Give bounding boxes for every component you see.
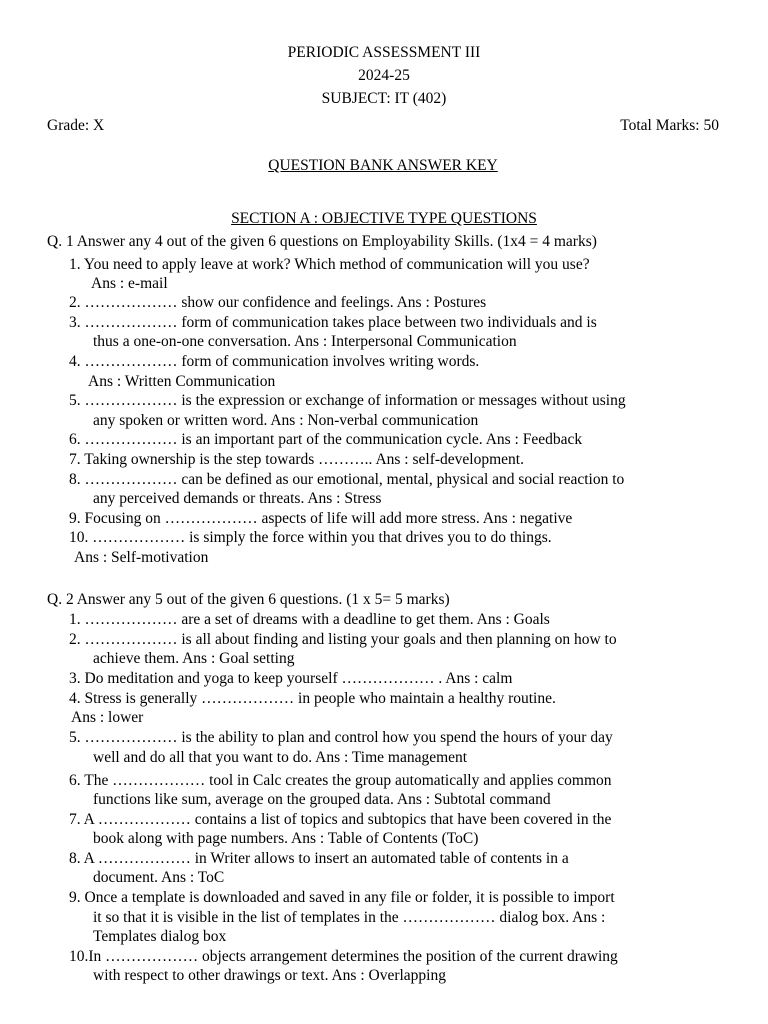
q1-line: Ans : Self-motivation <box>74 549 209 566</box>
q1-heading: Q. 1 Answer any 4 out of the given 6 questions on Employability Skills. (1x4 = 4 marks) <box>47 233 597 250</box>
q2-line: achieve them. Ans : Goal setting <box>93 650 295 667</box>
q1-line: 10. ……………… is simply the force within you that drives you to do things. <box>69 529 552 546</box>
q2-line: it so that it is visible in the list of templates in the ……………… dialog box. Ans : <box>93 909 606 926</box>
q1-line: 5. ……………… is the expression or exchange of information or messages without using <box>69 392 626 409</box>
q1-line: thus a one-on-one conversation. Ans : Interpersonal Communication <box>93 333 517 350</box>
q2-line: 5. ……………… is the ability to plan and control how you spend the hours of your day <box>69 729 613 746</box>
subject-line: SUBJECT: IT (402) <box>321 90 447 107</box>
q2-line: Ans : lower <box>71 709 144 726</box>
q1-line: any perceived demands or threats. Ans : Stress <box>93 490 382 507</box>
q2-line: document. Ans : ToC <box>93 869 225 886</box>
q1-line: Ans : Written Communication <box>88 373 276 390</box>
q2-line: 8. A ……………… in Writer allows to insert an automated table of contents in a <box>69 850 569 867</box>
q1-line: any spoken or written word. Ans : Non-verbal communication <box>93 412 479 429</box>
q2-line: well and do all that you want to do. Ans : Time management <box>93 749 468 766</box>
q1-line: 7. Taking ownership is the step towards ……….. Ans : self-development. <box>69 451 524 468</box>
grade-label: Grade: X <box>47 117 105 134</box>
q1-line: 8. ……………… can be defined as our emotional, mental, physical and social reaction to <box>69 471 625 488</box>
q2-line: 10.In ……………… objects arrangement determines the position of the current drawing <box>69 948 618 965</box>
q2-line: functions like sum, average on the grouped data. Ans : Subtotal command <box>93 791 551 808</box>
q1-line: Ans : e-mail <box>91 275 168 292</box>
q2-line: Templates dialog box <box>93 928 227 945</box>
q2-line: 6. The ……………… tool in Calc creates the group automatically and applies common <box>69 772 612 789</box>
q1-line: 9. Focusing on ……………… aspects of life will add more stress. Ans : negative <box>69 510 573 527</box>
q1-line: 2. ……………… show our confidence and feelings. Ans : Postures <box>69 294 487 311</box>
q1-line: 3. ……………… form of communication takes place between two individuals and is <box>69 314 597 331</box>
q2-line: 1. ……………… are a set of dreams with a deadline to get them. Ans : Goals <box>69 611 550 628</box>
q2-line: book along with page numbers. Ans : Table of Contents (ToC) <box>93 830 479 847</box>
q1-line: 1. You need to apply leave at work? Which method of communication will you use? <box>69 256 590 273</box>
q2-heading: Q. 2 Answer any 5 out of the given 6 questions. (1 x 5= 5 marks) <box>47 591 450 608</box>
q2-line: with respect to other drawings or text. Ans : Overlapping <box>93 967 446 984</box>
section-heading: SECTION A : OBJECTIVE TYPE QUESTIONS <box>231 210 537 227</box>
answer-key-title: QUESTION BANK ANSWER KEY <box>268 157 498 174</box>
session-year: 2024-25 <box>358 67 410 84</box>
q1-line: 4. ……………… form of communication involves writing words. <box>69 353 480 370</box>
q2-line: 4. Stress is generally ……………… in people who maintain a healthy routine. <box>69 690 556 707</box>
q2-line: 3. Do meditation and yoga to keep yourself ……………… . Ans : calm <box>69 670 513 687</box>
q1-line: 6. ……………… is an important part of the communication cycle. Ans : Feedback <box>69 431 583 448</box>
q2-line: 7. A ……………… contains a list of topics and subtopics that have been covered in the <box>69 811 612 828</box>
assessment-title: PERIODIC ASSESSMENT III <box>287 44 481 61</box>
total-marks-label: Total Marks: 50 <box>620 117 719 134</box>
q2-line: 2. ……………… is all about finding and listing your goals and then planning on how to <box>69 631 617 648</box>
q2-line: 9. Once a template is downloaded and saved in any file or folder, it is possible to import <box>69 889 615 906</box>
